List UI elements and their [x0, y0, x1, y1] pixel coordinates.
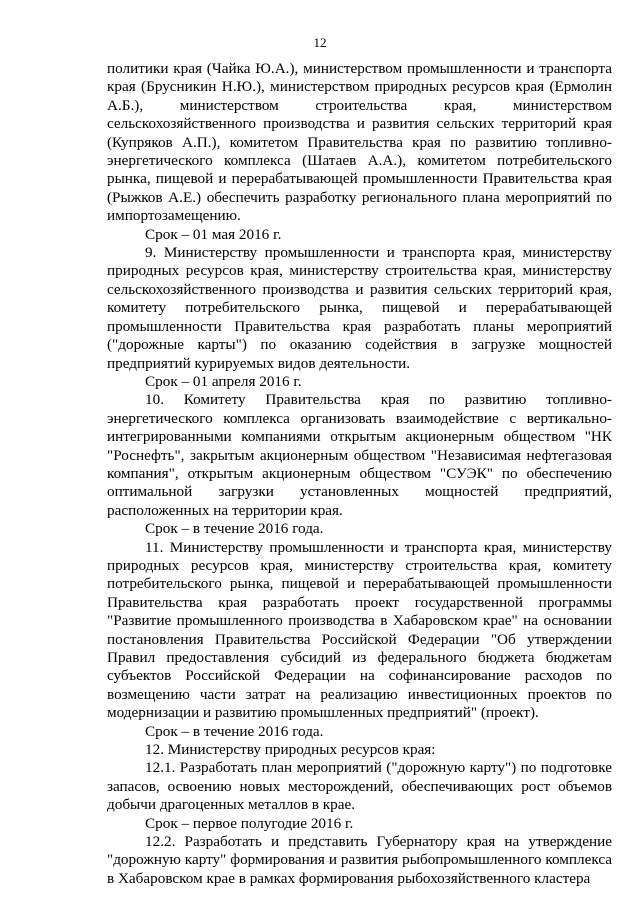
paragraph: политики края (Чайка Ю.А.), министерством промышленности и транспорта края (Брусникин Н.Ю.), министерством природных ресурсов края (Ермолин А.Б.), министерством строительства края, министерством сельскохозяйственного производства и развития сельских территорий края (Купряков А.П.), комитетом Правительства края по развитию топливно-энергетического комплекса (Шатаев А.А.), комитетом потребительского рынка, пищевой и перерабатывающей промышленности Правительства края (Рыжков А.Е.) обеспечить разработку регионального плана мероприятий по импортозамещению. [107, 60, 612, 225]
paragraph-item-12-2: 12.2. Разработать и представить Губернатору края на утверждение "дорожную карту" формирования и развития рыбопромышленного комплекса в Хабаровском крае в рамках формирования рыбохозяйственного кластера [107, 833, 612, 887]
deadline-line: Срок – в течение 2016 года. [145, 722, 324, 740]
paragraph-item-12-1: 12.1. Разработать план мероприятий ("дорожную карту") по подготовке запасов, освоению новых месторождений, обеспечивающих рост объемов добычи драгоценных металлов в крае. [107, 759, 612, 814]
paragraph-item-12: 12. Министерству природных ресурсов края: [145, 741, 436, 759]
deadline-line: Срок – первое полугодие 2016 г. [145, 814, 354, 832]
paragraph-item-10: 10. Комитету Правительства края по развитию топливно-энергетического комплекса организовать взаимодействие с вертикально-интегрированными компаниями открытым акционерным обществом "НК "Роснефть", закрытым акционерным обществом "Независимая нефтегазовая компания", открытым акционерным обществом "СУЭК" по обеспечению оптимальной загрузки установленных мощностей предприятий, расположенных на территории края. [107, 391, 612, 519]
deadline-line: Срок – 01 мая 2016 г. [145, 225, 282, 243]
document-body [107, 60, 612, 888]
deadline-line: Срок – 01 апреля 2016 г. [145, 372, 302, 390]
paragraph-item-9: 9. Министерству промышленности и транспорта края, министерству природных ресурсов края, министерству строительства края, министерству сельскохозяйственного производства и развития сельских территорий края, комитету потребительского рынка, пищевой и перерабатывающей промышленности Правительства края разработать планы мероприятий ("дорожные карты") по оказанию содействия в загрузке мощностей предприятий курируемых видов деятельности. [107, 244, 612, 372]
deadline-line: Срок – в течение 2016 года. [145, 520, 324, 538]
page-number: 12 [313, 35, 327, 50]
paragraph-item-11: 11. Министерству промышленности и транспорта края, министерству природных ресурсов края, министерству строительства края, комитету потребительского рынка, пищевой и перерабатывающей промышленности Правительства края разработать проект государственной программы "Развитие промышленного производства в Хабаровском крае" на основании постановления Правительства Российской Федерации "Об утверждении Правил предоставления субсидий из федерального бюджета бюджетам субъектов Российской Федерации на софинансирование расходов по возмещению части затрат на реализацию инвестиционных проектов по модернизации и развитию промышленных предприятий" (проект). [107, 538, 612, 722]
